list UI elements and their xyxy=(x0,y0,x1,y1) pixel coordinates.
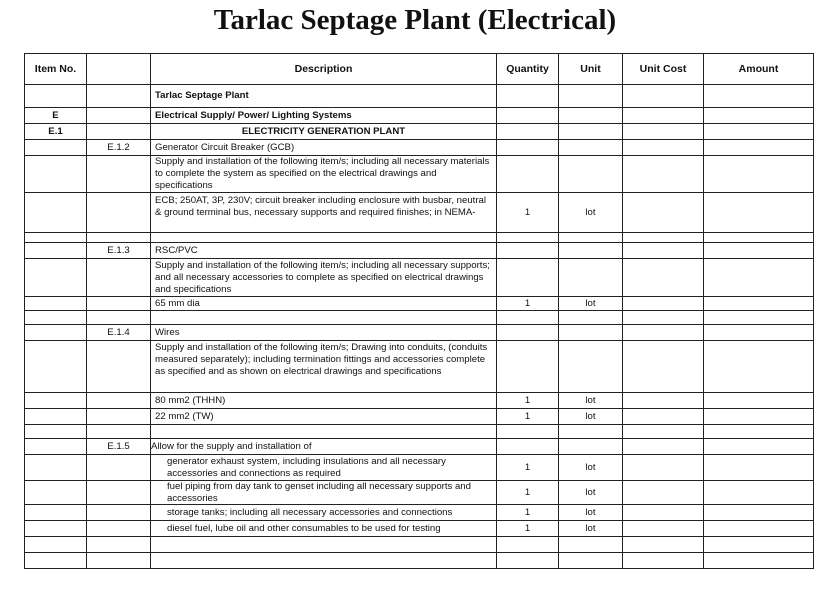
row-unit: lot xyxy=(559,505,623,521)
header-row xyxy=(25,54,814,85)
table-row xyxy=(25,156,814,193)
header-subitem xyxy=(87,54,151,85)
table-row xyxy=(25,455,814,481)
table-row xyxy=(25,409,814,425)
table-row xyxy=(25,481,814,505)
row-unit: lot xyxy=(559,409,623,425)
header-unit: Unit xyxy=(559,54,623,85)
row-description: RSC/PVC xyxy=(151,243,497,259)
row-quantity: 1 xyxy=(497,505,559,521)
table-row xyxy=(25,521,814,537)
row-unit: lot xyxy=(559,297,623,311)
row-unit: lot xyxy=(559,521,623,537)
row-quantity: 1 xyxy=(497,409,559,425)
page-title: Tarlac Septage Plant (Electrical) xyxy=(213,4,617,36)
header-item-no: Item No. xyxy=(25,54,87,85)
row-description: Allow for the supply and installation of xyxy=(151,439,497,455)
row-description: storage tanks; including all necessary accessories and connections xyxy=(151,505,497,521)
header-unit-cost: Unit Cost xyxy=(623,54,704,85)
row-description: Tarlac Septage Plant xyxy=(151,85,497,108)
row-item-no: E.1 xyxy=(25,124,87,140)
row-description: ELECTRICITY GENERATION PLANT xyxy=(151,124,497,140)
table-row xyxy=(25,297,814,311)
row-description: diesel fuel, lube oil and other consumables to be used for testing xyxy=(151,521,497,537)
row-description: ECB; 250AT, 3P, 230V; circuit breaker including enclosure with busbar, neutral & ground terminal bus, necessary supports and required finishes; in NEMA- xyxy=(151,193,497,233)
table-row xyxy=(25,193,814,233)
table-row xyxy=(25,425,814,439)
table-row xyxy=(25,439,814,455)
row-description: 80 mm2 (THHN) xyxy=(151,393,497,409)
header-quantity: Quantity xyxy=(497,54,559,85)
row-description: generator exhaust system, including insulations and all necessary accessories and connections as required xyxy=(151,455,497,481)
row-unit: lot xyxy=(559,393,623,409)
row-description: Wires xyxy=(151,325,497,341)
row-description: fuel piping from day tank to genset including all necessary supports and accessories xyxy=(151,481,497,505)
table-row xyxy=(25,311,814,325)
row-unit: lot xyxy=(559,455,623,481)
row-unit: lot xyxy=(559,481,623,505)
header-description: Description xyxy=(151,54,497,85)
header-amount: Amount xyxy=(704,54,814,85)
row-subitem-no: E.1.2 xyxy=(87,140,151,156)
table-row xyxy=(25,140,814,156)
row-subitem-no: E.1.3 xyxy=(87,243,151,259)
row-subitem-no: E.1.5 xyxy=(87,439,151,455)
table-row xyxy=(25,233,814,243)
table-row xyxy=(25,325,814,341)
row-unit: lot xyxy=(559,193,623,233)
bill-of-quantities-table xyxy=(24,53,814,569)
row-quantity: 1 xyxy=(497,393,559,409)
table-row xyxy=(25,393,814,409)
table-row xyxy=(25,537,814,553)
row-quantity: 1 xyxy=(497,521,559,537)
table-row xyxy=(25,341,814,393)
row-quantity: 1 xyxy=(497,455,559,481)
table-row xyxy=(25,505,814,521)
table-row xyxy=(25,259,814,297)
row-quantity: 1 xyxy=(497,481,559,505)
row-description: 22 mm2 (TW) xyxy=(151,409,497,425)
table-row xyxy=(25,243,814,259)
table-row xyxy=(25,108,814,124)
row-subitem-no: E.1.4 xyxy=(87,325,151,341)
row-item-no: E xyxy=(25,108,87,124)
row-description: Generator Circuit Breaker (GCB) xyxy=(151,140,497,156)
row-description: 65 mm dia xyxy=(151,297,497,311)
row-quantity: 1 xyxy=(497,297,559,311)
row-description: Supply and installation of the following item/s; including all necessary materials to complete the system as specified on the electrical drawings and specifications xyxy=(151,156,497,193)
table-row xyxy=(25,124,814,140)
row-description: Supply and installation of the following item/s; including all necessary supports; and all necessary accessories to complete as specified on electrical drawings and specifications xyxy=(151,259,497,297)
table-row xyxy=(25,85,814,108)
table-row xyxy=(25,553,814,569)
row-quantity: 1 xyxy=(497,193,559,233)
row-description: Supply and installation of the following item/s; Drawing into conduits, (conduits measured separately); including termination fittings and accessories complete as specified and as shown on electrical drawings and specifications xyxy=(151,341,497,393)
row-description: Electrical Supply/ Power/ Lighting Systems xyxy=(151,108,497,124)
